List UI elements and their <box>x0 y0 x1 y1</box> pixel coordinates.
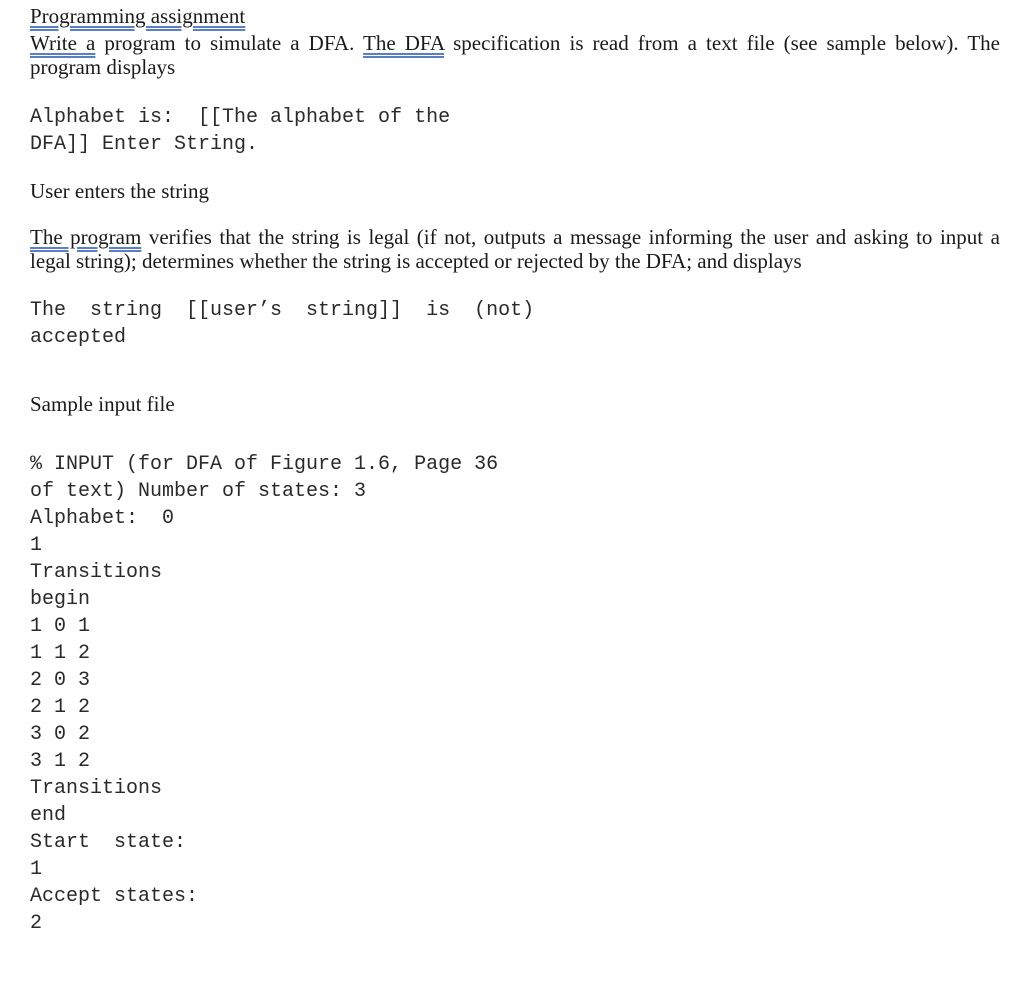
display-line: DFA]] Enter String. <box>30 133 259 156</box>
verification-underlined: The program <box>30 225 142 249</box>
intro-paragraph <box>30 31 1000 79</box>
intro-text-1: program to simulate a DFA. <box>95 31 364 55</box>
sample-line: begin <box>30 588 91 611</box>
sample-line: Transitions <box>30 561 163 584</box>
sample-line: Start state: <box>30 831 187 854</box>
sample-line: of text) Number of states: 3 <box>30 480 367 503</box>
intro-underlined-2: The DFA <box>363 31 445 55</box>
display-line: The string [[user’s string]] is (not) <box>30 299 535 322</box>
sample-line: end <box>30 804 67 827</box>
verification-paragraph <box>30 225 1000 273</box>
sample-line: Transitions <box>30 777 163 800</box>
display-line: accepted <box>30 326 127 349</box>
sample-input-file <box>30 451 1000 937</box>
title-text: Programming assignment <box>30 4 246 28</box>
intro-text-2: specification is read from a text file (see sample below). The program displays <box>30 31 1000 79</box>
sample-line: 1 <box>30 534 43 557</box>
sample-line: Accept states: <box>30 885 199 908</box>
user-enters-text: User enters the string <box>30 179 210 203</box>
sample-line: 2 0 3 <box>30 669 91 692</box>
display-line <box>30 104 1000 131</box>
sample-line: 1 1 2 <box>30 642 91 665</box>
verification-text: verifies that the string is legal (if not, outputs a message informing the user and asking to input a legal string); determines whether the string is accepted or rejected by the DFA; and displays <box>30 225 1000 273</box>
sample-line: 3 0 2 <box>30 723 91 746</box>
sample-line: 2 <box>30 912 43 935</box>
intro-underlined-1: Write a <box>30 31 96 55</box>
sample-line: 1 0 1 <box>30 615 91 638</box>
sample-heading: Sample input file <box>30 392 175 416</box>
display-example-1 <box>30 104 1000 158</box>
sample-line: 1 <box>30 858 43 881</box>
alphabet-placeholder: [[The alphabet of the <box>198 106 451 129</box>
sample-line: % INPUT (for DFA of Figure 1.6, Page 36 <box>30 453 499 476</box>
sample-line: Alphabet: 0 <box>30 507 175 530</box>
display-example-2 <box>30 297 1000 351</box>
sample-line: 2 1 2 <box>30 696 91 719</box>
document-title <box>30 4 1000 28</box>
alphabet-label: Alphabet is: <box>30 106 175 129</box>
sample-line: 3 1 2 <box>30 750 91 773</box>
